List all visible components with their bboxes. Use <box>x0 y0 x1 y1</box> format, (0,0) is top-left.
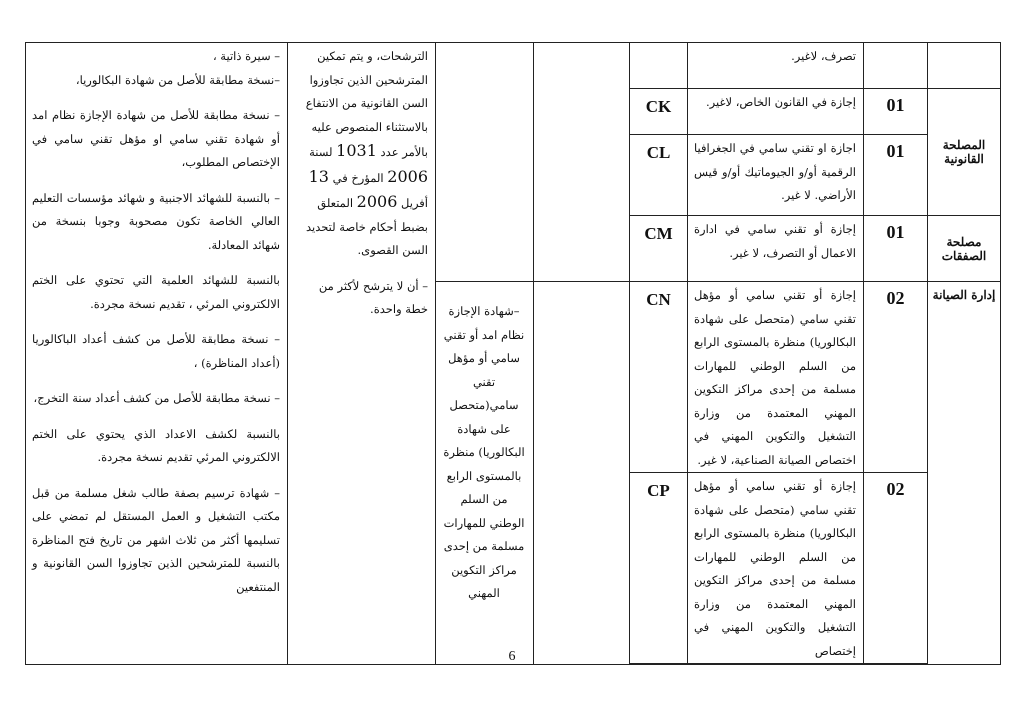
post-code: CN <box>646 290 671 309</box>
decree-month: أفريل <box>401 196 428 210</box>
post-code: CM <box>644 224 673 243</box>
post-count: 01 <box>886 95 905 115</box>
code-cell <box>630 282 688 473</box>
page-number: 6 <box>508 649 516 664</box>
service-cell <box>928 216 1001 282</box>
service-name: إدارة الصيانة <box>932 288 996 302</box>
code-cell <box>630 89 688 135</box>
post-code: CK <box>645 97 672 116</box>
code-cell <box>630 216 688 282</box>
doc-item: – نسخة مطابقة للأصل من كشف أعداد الباكالوريا (أعداد المناظرة) ، <box>32 332 280 370</box>
doc-item: بالنسبة للشهائد العلمية التي تحتوي على الختم الالكتروني المرئي ، تقديم نسخة مجردة. <box>32 273 280 311</box>
post-count: 01 <box>886 141 905 161</box>
count-cell <box>864 43 928 89</box>
doc-item: – سيرة ذاتية ، <box>212 49 280 63</box>
qualification-text: إجازة أو تقني سامي أو مؤهل تقني سامي (متحصل على شهادة البكالوريا) منظرة بالمستوى الرابع من السلم الوطني للمهارات مسلمة من إحدى مراكز التكوين المهني المعتمدة من وزارة التشغيل والتكوين المهني في إختصاص <box>694 479 856 658</box>
doc-item: بالنسبة لكشف الاعداد الذي يحتوي على الختم الالكتروني المرئي تقديم نسخة مجردة. <box>32 426 280 464</box>
qualification-cell <box>688 89 864 135</box>
service-name: مصلحة الصفقات <box>941 234 987 263</box>
conditions-part3: المؤرخ في <box>332 170 384 185</box>
decree-year-2: 2006 <box>356 192 398 211</box>
count-cell <box>864 216 928 282</box>
qualification-cell <box>688 135 864 216</box>
conditions-text <box>294 45 428 263</box>
post-count: 02 <box>886 479 905 499</box>
post-count: 01 <box>886 222 905 242</box>
count-cell <box>864 282 928 473</box>
conditions-part1: الترشحات، و يتم تمكين المترشحين الذين تجاوزوا السن القانونية من الانتفاع بالاستثناء المنصوص عليه بالأمر عدد <box>305 49 428 159</box>
doc-item: – نسخة مطابقة للأصل من كشف أعداد سنة التخرج، <box>33 391 280 405</box>
decree-number: 1031 <box>336 141 377 160</box>
doc-item: –نسخة مطابقة للأصل من شهادة البكالوريا، <box>75 72 280 87</box>
count-cell <box>864 89 928 135</box>
count-cell <box>864 473 928 664</box>
qualification-text: اجازة او تقني سامي في الجغرافيا الرقمية أو/و الجيوماتيك أو/و قيس الأراضي. لا غير. <box>694 141 856 202</box>
post-count <box>864 43 927 49</box>
service-cell <box>928 89 1001 216</box>
empty-cell <box>534 282 630 665</box>
decree-year: 2006 <box>387 166 428 186</box>
post-count: 02 <box>886 288 905 308</box>
conditions-part2: لسنة <box>309 145 333 159</box>
doc-item: – شهادة ترسيم بصفة طالب شغل مسلمة من قبل مكتب التشغيل و العمل المستقل لم تمضي على تسليمها أكثر من ثلاث اشهر من تاريخ فتح المناظرة بالنسبة للمترشحين الذين تجاوزوا السن القانونية و المنتفعين <box>32 485 280 594</box>
conditions-single-post: – أن لا يترشح لأكثر من خطة واحدة. <box>318 278 428 316</box>
qualification-text: تصرف، لاغير. <box>791 49 856 63</box>
service-name: المصلحة القانونية <box>942 138 986 166</box>
doc-item: – بالنسبة للشهائد الاجنبية و شهائد مؤسسات التعليم العالي الخاصة تكون مصحوبة وجوبا بنسخة من شهائد المعادلة. <box>32 190 280 252</box>
conditions-cell <box>288 43 436 665</box>
qualification-text: إجازة في القانون الخاص، لاغير. <box>706 95 856 109</box>
empty-cell <box>534 43 630 282</box>
qualification-cell <box>688 473 864 664</box>
qualification-cell <box>688 43 864 89</box>
doc-item: – نسخة مطابقة للأصل من شهادة الإجازة نظام امد أو شهادة تقني سامي او مؤهل تقني سامي في الإختصاص المطلوب، <box>32 108 280 169</box>
qualification-cell <box>688 216 864 282</box>
diploma-text: –شهادة الإجازة نظام امد أو تقني سامي أو مؤهل تقني سامي(متحصل على شهادة البكالوريا) منظرة بالمستوى الرابع من السلم الوطني للمهارات مسلمة من إحدى مراكز التكوين المهني <box>443 304 525 600</box>
service-cell <box>928 43 1001 89</box>
empty-cell <box>436 43 534 282</box>
post-code: CL <box>646 143 671 162</box>
diploma-cell <box>436 282 534 665</box>
recruitment-table <box>25 42 1001 665</box>
code-cell <box>630 135 688 216</box>
post-code <box>630 43 687 51</box>
service-cell <box>928 282 1001 665</box>
qualification-text: إجازة أو تقني سامي أو مؤهل تقني سامي (متحصل على شهادة البكالوريا) منظرة بالمستوى الرابع من السلم الوطني للمهارات مسلمة من إحدى مراكز التكوين المهني المعتمدة من وزارة التشغيل والتكوين المهني في اختصاص الصيانة الصناعية، لا غير. <box>694 288 856 467</box>
code-cell <box>630 43 688 89</box>
conditions-part4: المتعلق بضبط أحكام خاصة لتحديد السن القصوى. <box>305 196 428 257</box>
code-cell <box>630 473 688 664</box>
post-code: CP <box>647 481 670 500</box>
qualification-cell <box>688 282 864 473</box>
count-cell <box>864 135 928 216</box>
required-documents-cell <box>26 43 288 665</box>
qualification-text: إجازة أو تقني سامي في ادارة الاعمال أو التصرف، لا غير. <box>694 222 856 260</box>
decree-day: 13 <box>308 166 329 186</box>
